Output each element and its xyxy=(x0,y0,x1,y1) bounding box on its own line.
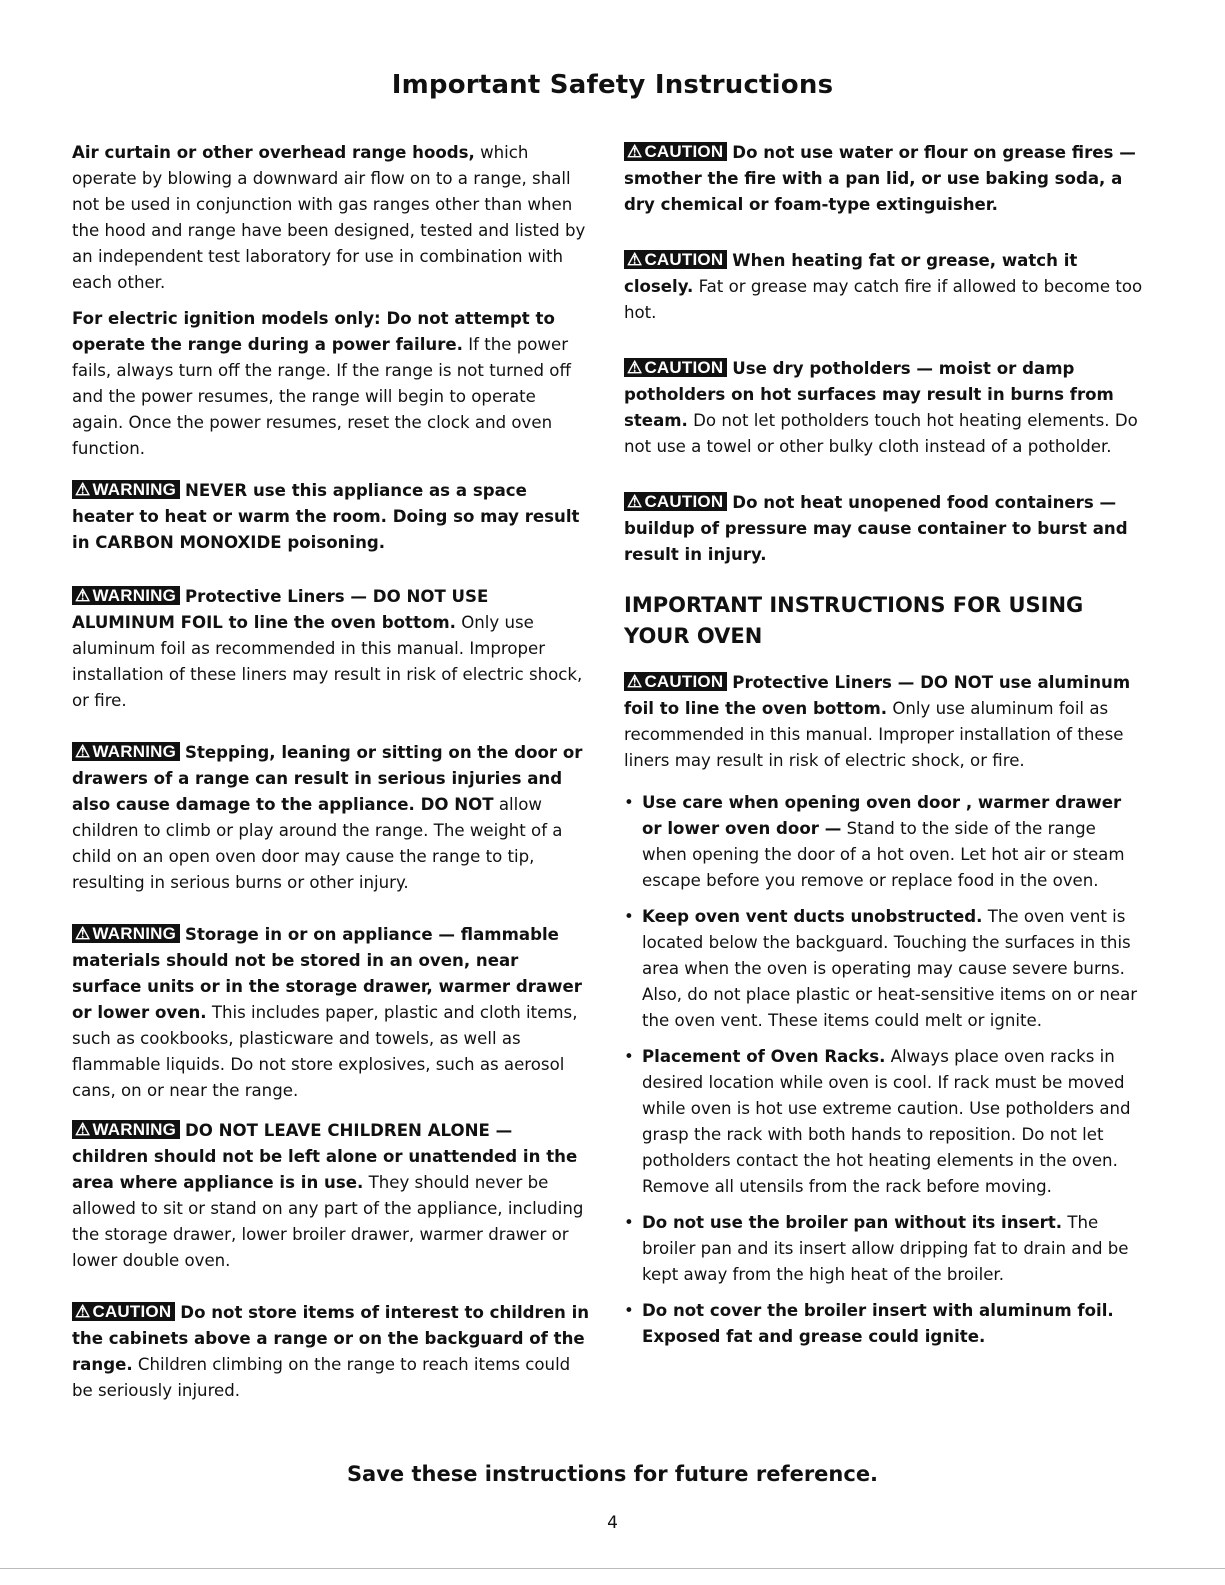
warning-protective-liners: ⚠ WARNING Protective Liners — DO NOT USE ALUMINUM FOIL to line the oven bottom. Only use aluminum foil as recommended in this manual. Improper installation of these liners may result in risk of electric shock, or fire. xyxy=(72,586,583,710)
paragraph-range-hoods: Air curtain or other overhead range hoods, which operate by blowing a downward air flow on to a range, shall not be used in conjunction with gas ranges other than when the hood and range have been designed, tested and listed by an independent test laboratory for use in combination with each other. xyxy=(72,143,586,292)
caution-cabinets: ⚠ CAUTION Do not store items of interest to children in the cabinets above a range or on the backguard of the range. Children climbing on the range to reach items could be seriously injured. xyxy=(72,1302,590,1400)
caution-potholders: ⚠ CAUTION Use dry potholders — moist or damp potholders on hot surfaces may result in burns from steam. Do not let potholders touch hot heating elements. Do not use a towel or other bulky cloth instead of a potholder. xyxy=(624,358,1138,456)
bullet-icon: • xyxy=(624,1213,634,1232)
caution-food-containers: ⚠ CAUTION Do not heat unopened food containers — buildup of pressure may cause container to burst and result in injury. xyxy=(624,492,1128,564)
left-column xyxy=(72,140,592,1404)
bullet-icon: • xyxy=(624,1047,634,1066)
caution-grease-fires: ⚠ CAUTION Do not use water or flour on grease fires — smother the fire with a pan lid, or use baking soda, a dry chemical or foam-type extinguisher. xyxy=(624,142,1136,214)
paragraph-power-failure: For electric ignition models only: Do not attempt to operate the range during a power failure. If the power fails, always turn off the range. If the range is not turned off and the power resumes, the range will begin to operate again. Once the power resumes, reset the clock and oven function. xyxy=(72,309,571,458)
bullet-icon: • xyxy=(624,1301,634,1320)
warning-triangle-icon: ⚠ xyxy=(75,480,91,499)
warning-badge: ⚠ WARNING xyxy=(72,742,180,761)
list-item: • Do not use the broiler pan without its insert. The broiler pan and its insert allow dripping fat to drain and be kept away from the high heat of the broiler. xyxy=(624,1210,1144,1288)
caution-badge: ⚠ CAUTION xyxy=(624,142,727,161)
bullet-icon: • xyxy=(624,793,634,812)
warning-storage: ⚠ WARNING Storage in or on appliance — flammable materials should not be stored in an oven, near surface units or in the storage drawer, warmer drawer or lower oven. This includes paper, plastic and cloth items, such as cookbooks, plasticware and towels, as well as flammable liquids. Do not store explosives, such as aerosol cans, on or near the range. xyxy=(72,924,582,1100)
warning-badge: ⚠ WARNING xyxy=(72,924,180,943)
warning-space-heater: ⚠ WARNING NEVER use this appliance as a space heater to heat or warm the room. Doing so may result in CARBON MONOXIDE poisoning. xyxy=(72,480,580,552)
warning-triangle-icon: ⚠ xyxy=(627,358,643,377)
list-item: • Do not cover the broiler insert with aluminum foil. Exposed fat and grease could ignite. xyxy=(624,1298,1144,1350)
bottom-divider xyxy=(0,1568,1225,1569)
warning-triangle-icon: ⚠ xyxy=(627,672,643,691)
caution-oven-liners: ⚠ CAUTION Protective Liners — DO NOT use aluminum foil to line the oven bottom. Only use aluminum foil as recommended in this manual. Improper installation of these liners may result in risk of electric shock, or fire. xyxy=(624,672,1131,770)
caution-badge: ⚠ CAUTION xyxy=(624,358,727,377)
warning-children-alone: ⚠ WARNING DO NOT LEAVE CHILDREN ALONE — children should not be left alone or unattended in the area where appliance is in use. They should never be allowed to sit or stand on any part of the appliance, including the storage drawer, lower broiler drawer, warmer drawer or lower double oven. xyxy=(72,1120,584,1270)
footer-note: Save these instructions for future reference. xyxy=(346,1462,879,1486)
warning-triangle-icon: ⚠ xyxy=(75,586,91,605)
caution-badge: ⚠ CAUTION xyxy=(624,250,727,269)
warning-badge: ⚠ WARNING xyxy=(72,1120,180,1139)
list-item: • Use care when opening oven door , warmer drawer or lower oven door — Stand to the side of the range when opening the door of a hot oven. Let hot air or steam escape before you remove or replace food in the oven. xyxy=(624,790,1144,894)
warning-triangle-icon: ⚠ xyxy=(627,250,643,269)
page-number: 4 xyxy=(607,1513,618,1533)
warning-triangle-icon: ⚠ xyxy=(75,1120,91,1139)
warning-badge: ⚠ WARNING xyxy=(72,480,180,499)
warning-triangle-icon: ⚠ xyxy=(75,924,91,943)
warning-badge: ⚠ WARNING xyxy=(72,586,180,605)
warning-triangle-icon: ⚠ xyxy=(75,1302,91,1321)
caution-badge: ⚠ CAUTION xyxy=(72,1302,175,1321)
oven-instructions-heading: IMPORTANT INSTRUCTIONS FOR USING YOUR OVEN xyxy=(624,593,1084,648)
warning-triangle-icon: ⚠ xyxy=(75,742,91,761)
page-title: Important Safety Instructions xyxy=(391,70,834,100)
list-item: • Keep oven vent ducts unobstructed. The oven vent is located below the backguard. Touching the surfaces in this area when the oven is operating may cause severe burns. Also, do not place plastic or heat-sensitive items on or near the oven vent. These items could melt or ignite. xyxy=(624,904,1144,1034)
list-item: • Placement of Oven Racks. Always place oven racks in desired location while oven is cool. If rack must be moved while oven is hot use extreme caution. Use potholders and grasp the rack with both hands to reposition. Do not let potholders contact the hot heating elements in the oven. Remove all utensils from the rack before moving. xyxy=(624,1044,1144,1200)
bullet-icon: • xyxy=(624,907,634,926)
warning-triangle-icon: ⚠ xyxy=(627,142,643,161)
caution-badge: ⚠ CAUTION xyxy=(624,492,727,511)
caution-badge: ⚠ CAUTION xyxy=(624,672,727,691)
caution-fat-grease: ⚠ CAUTION When heating fat or grease, watch it closely. Fat or grease may catch fire if allowed to become too hot. xyxy=(624,250,1143,322)
right-column xyxy=(624,140,1144,1350)
warning-stepping: ⚠ WARNING Stepping, leaning or sitting on the door or drawers of a range can result in serious injuries and also cause damage to the appliance. DO NOT allow children to climb or play around the range. The weight of a child on an open oven door may cause the range to tip, resulting in serious burns or other injury. xyxy=(72,742,583,892)
warning-triangle-icon: ⚠ xyxy=(627,492,643,511)
